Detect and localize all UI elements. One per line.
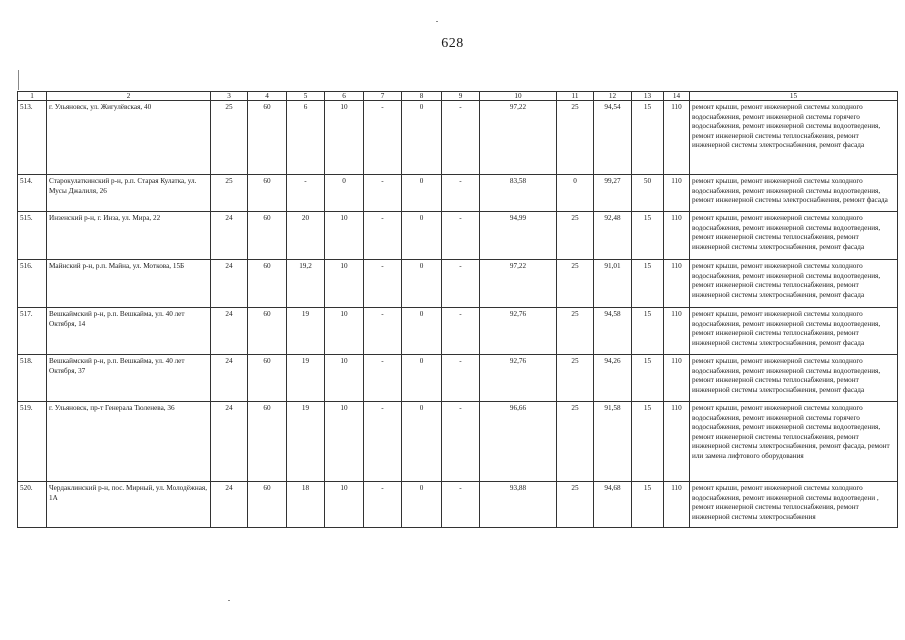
value-cell: - [364, 260, 402, 308]
value-cell: 60 [248, 355, 287, 402]
value-cell: - [442, 101, 480, 175]
value-cell: 25 [211, 175, 248, 212]
value-cell: 15 [632, 482, 664, 528]
value-cell: 110 [664, 212, 690, 260]
value-cell: 24 [211, 260, 248, 308]
value-cell: 97,22 [480, 260, 557, 308]
table-row [18, 260, 898, 308]
header-cell: 1 [18, 92, 47, 101]
value-cell: 0 [402, 355, 442, 402]
scan-margin-mark [18, 70, 19, 90]
value-cell: 0 [402, 308, 442, 355]
value-cell: 92,76 [480, 308, 557, 355]
value-cell: 15 [632, 212, 664, 260]
value-cell: 94,68 [594, 482, 632, 528]
address-cell: Вешкаймский р-н, р.п. Вешкайма, ул. 40 лет Октября, 14 [47, 308, 211, 355]
value-cell: 60 [248, 101, 287, 175]
value-cell: - [442, 402, 480, 482]
value-cell: 60 [248, 402, 287, 482]
value-cell: 93,88 [480, 482, 557, 528]
address-cell: Чердаклинский р-н, пос. Мирный, ул. Молодёжная, 1А [47, 482, 211, 528]
value-cell: - [442, 212, 480, 260]
value-cell: - [364, 308, 402, 355]
value-cell: - [287, 175, 325, 212]
row-number: 517. [18, 308, 47, 355]
value-cell: 60 [248, 212, 287, 260]
value-cell: 0 [402, 175, 442, 212]
value-cell: - [364, 355, 402, 402]
table-row [18, 402, 898, 482]
value-cell: 0 [402, 482, 442, 528]
table-row [18, 175, 898, 212]
value-cell: 96,66 [480, 402, 557, 482]
value-cell: 10 [325, 482, 364, 528]
row-number: 514. [18, 175, 47, 212]
table-row [18, 101, 898, 175]
value-cell: - [364, 175, 402, 212]
address-cell: Майнский р-н, р.п. Майна, ул. Моткова, 15Б [47, 260, 211, 308]
value-cell: 15 [632, 308, 664, 355]
value-cell: 10 [325, 355, 364, 402]
value-cell: 0 [402, 212, 442, 260]
header-row [18, 92, 898, 101]
table-row [18, 355, 898, 402]
value-cell: 94,26 [594, 355, 632, 402]
value-cell: 10 [325, 212, 364, 260]
works-cell: ремонт крыши, ремонт инженерной системы холодного водоснабжения, ремонт инженерной системы горячего водоснабжения, ремонт инженерной системы водоотведения, ремонт инженерной системы теплоснабжения, ремонт инженерной системы электроснабжения, ремонт фасада [690, 101, 898, 175]
value-cell: 91,58 [594, 402, 632, 482]
value-cell: 19 [287, 355, 325, 402]
address-cell: г. Ульяновск, ул. Жигулёвская, 40 [47, 101, 211, 175]
value-cell: 25 [557, 482, 594, 528]
row-number: 518. [18, 355, 47, 402]
value-cell: - [442, 308, 480, 355]
works-cell: ремонт крыши, ремонт инженерной системы холодного водоснабжения, ремонт инженерной системы водоотведения, ремонт инженерной системы электроснабжения, ремонт фасада [690, 175, 898, 212]
value-cell: 10 [325, 260, 364, 308]
value-cell: 18 [287, 482, 325, 528]
value-cell: 0 [402, 402, 442, 482]
value-cell: 110 [664, 308, 690, 355]
value-cell: 110 [664, 402, 690, 482]
page-number: 628 [441, 36, 464, 51]
header-cell: 15 [690, 92, 898, 101]
header-cell: 14 [664, 92, 690, 101]
value-cell: - [364, 402, 402, 482]
header-cell: 9 [442, 92, 480, 101]
row-number: 516. [18, 260, 47, 308]
header-cell: 3 [211, 92, 248, 101]
value-cell: 92,76 [480, 355, 557, 402]
works-cell: ремонт крыши, ремонт инженерной системы холодного водоснабжения, ремонт инженерной системы водоотведения, ремонт инженерной системы теплоснабжения, ремонт инженерной системы электроснабжения, ремонт фасада [690, 212, 898, 260]
value-cell: 20 [287, 212, 325, 260]
value-cell: 83,58 [480, 175, 557, 212]
value-cell: 25 [211, 101, 248, 175]
value-cell: 25 [557, 212, 594, 260]
value-cell: 10 [325, 308, 364, 355]
address-cell: Вешкаймский р-н, р.п. Вешкайма, ул. 40 лет Октября, 37 [47, 355, 211, 402]
value-cell: 19 [287, 402, 325, 482]
value-cell: 110 [664, 482, 690, 528]
value-cell: - [442, 355, 480, 402]
value-cell: 25 [557, 308, 594, 355]
value-cell: - [442, 482, 480, 528]
value-cell: 60 [248, 260, 287, 308]
value-cell: 91,01 [594, 260, 632, 308]
value-cell: - [364, 101, 402, 175]
value-cell: 15 [632, 101, 664, 175]
value-cell: - [442, 175, 480, 212]
value-cell: 60 [248, 175, 287, 212]
value-cell: - [364, 212, 402, 260]
value-cell: 10 [325, 101, 364, 175]
value-cell: 24 [211, 402, 248, 482]
header-cell: 6 [325, 92, 364, 101]
scan-dot [228, 600, 230, 601]
row-number: 520. [18, 482, 47, 528]
value-cell: 110 [664, 101, 690, 175]
scan-dot [436, 21, 438, 22]
header-cell: 5 [287, 92, 325, 101]
value-cell: 60 [248, 308, 287, 355]
value-cell: 94,99 [480, 212, 557, 260]
works-cell: ремонт крыши, ремонт инженерной системы холодного водоснабжения, ремонт инженерной системы водоотведения, ремонт инженерной системы теплоснабжения, ремонт инженерной системы электроснабжения, ремонт фасада [690, 260, 898, 308]
works-cell: ремонт крыши, ремонт инженерной системы холодного водоснабжения, ремонт инженерной системы водоотведени , ремонт инженерной системы теплоснабжения, ремонт инженерной системы электроснабжения [690, 482, 898, 528]
value-cell: 110 [664, 175, 690, 212]
value-cell: 19 [287, 308, 325, 355]
value-cell: 25 [557, 402, 594, 482]
table-row [18, 308, 898, 355]
works-cell: ремонт крыши, ремонт инженерной системы холодного водоснабжения, ремонт инженерной системы водоотведения, ремонт инженерной системы теплоснабжения, ремонт инженерной системы электроснабжения, ремонт фасада [690, 355, 898, 402]
value-cell: 6 [287, 101, 325, 175]
header-cell: 4 [248, 92, 287, 101]
header-cell: 10 [480, 92, 557, 101]
value-cell: - [442, 260, 480, 308]
value-cell: 15 [632, 355, 664, 402]
value-cell: 24 [211, 355, 248, 402]
works-cell: ремонт крыши, ремонт инженерной системы холодного водоснабжения, ремонт инженерной системы горячего водоснабжения, ремонт инженерной системы водоотведения, ремонт инженерной системы теплоснабжения, ремонт инженерной системы электроснабжения, ремонт фасада, ремонт или замена лифтового оборудования [690, 402, 898, 482]
works-cell: ремонт крыши, ремонт инженерной системы холодного водоснабжения, ремонт инженерной системы водоотведения, ремонт инженерной системы теплоснабжения, ремонт инженерной системы электроснабжения, ремонт фасада [690, 308, 898, 355]
value-cell: 97,22 [480, 101, 557, 175]
value-cell: 92,48 [594, 212, 632, 260]
value-cell: 25 [557, 101, 594, 175]
value-cell: 94,58 [594, 308, 632, 355]
value-cell: 110 [664, 260, 690, 308]
header-cell: 8 [402, 92, 442, 101]
value-cell: 25 [557, 355, 594, 402]
value-cell: 0 [325, 175, 364, 212]
address-cell: г. Ульяновск, пр-т Генерала Тюленева, 36 [47, 402, 211, 482]
header-cell: 12 [594, 92, 632, 101]
value-cell: 0 [402, 260, 442, 308]
works-table [17, 91, 898, 528]
value-cell: 15 [632, 260, 664, 308]
row-number: 519. [18, 402, 47, 482]
header-cell: 11 [557, 92, 594, 101]
value-cell: 50 [632, 175, 664, 212]
value-cell: 0 [402, 101, 442, 175]
address-cell: Инзенский р-н, г. Инза, ул. Мира, 22 [47, 212, 211, 260]
header-cell: 2 [47, 92, 211, 101]
value-cell: 25 [557, 260, 594, 308]
value-cell: 60 [248, 482, 287, 528]
value-cell: 94,54 [594, 101, 632, 175]
value-cell: 10 [325, 402, 364, 482]
header-cell: 13 [632, 92, 664, 101]
header-cell: 7 [364, 92, 402, 101]
value-cell: 19,2 [287, 260, 325, 308]
value-cell: 99,27 [594, 175, 632, 212]
value-cell: 24 [211, 308, 248, 355]
address-cell: Старокулаткинский р-н, р.п. Старая Кулатка, ул. Мусы Джалиля, 26 [47, 175, 211, 212]
value-cell: 24 [211, 482, 248, 528]
row-number: 513. [18, 101, 47, 175]
row-number: 515. [18, 212, 47, 260]
value-cell: 0 [557, 175, 594, 212]
value-cell: 24 [211, 212, 248, 260]
table-row [18, 212, 898, 260]
value-cell: 110 [664, 355, 690, 402]
table-row [18, 482, 898, 528]
value-cell: 15 [632, 402, 664, 482]
value-cell: - [364, 482, 402, 528]
